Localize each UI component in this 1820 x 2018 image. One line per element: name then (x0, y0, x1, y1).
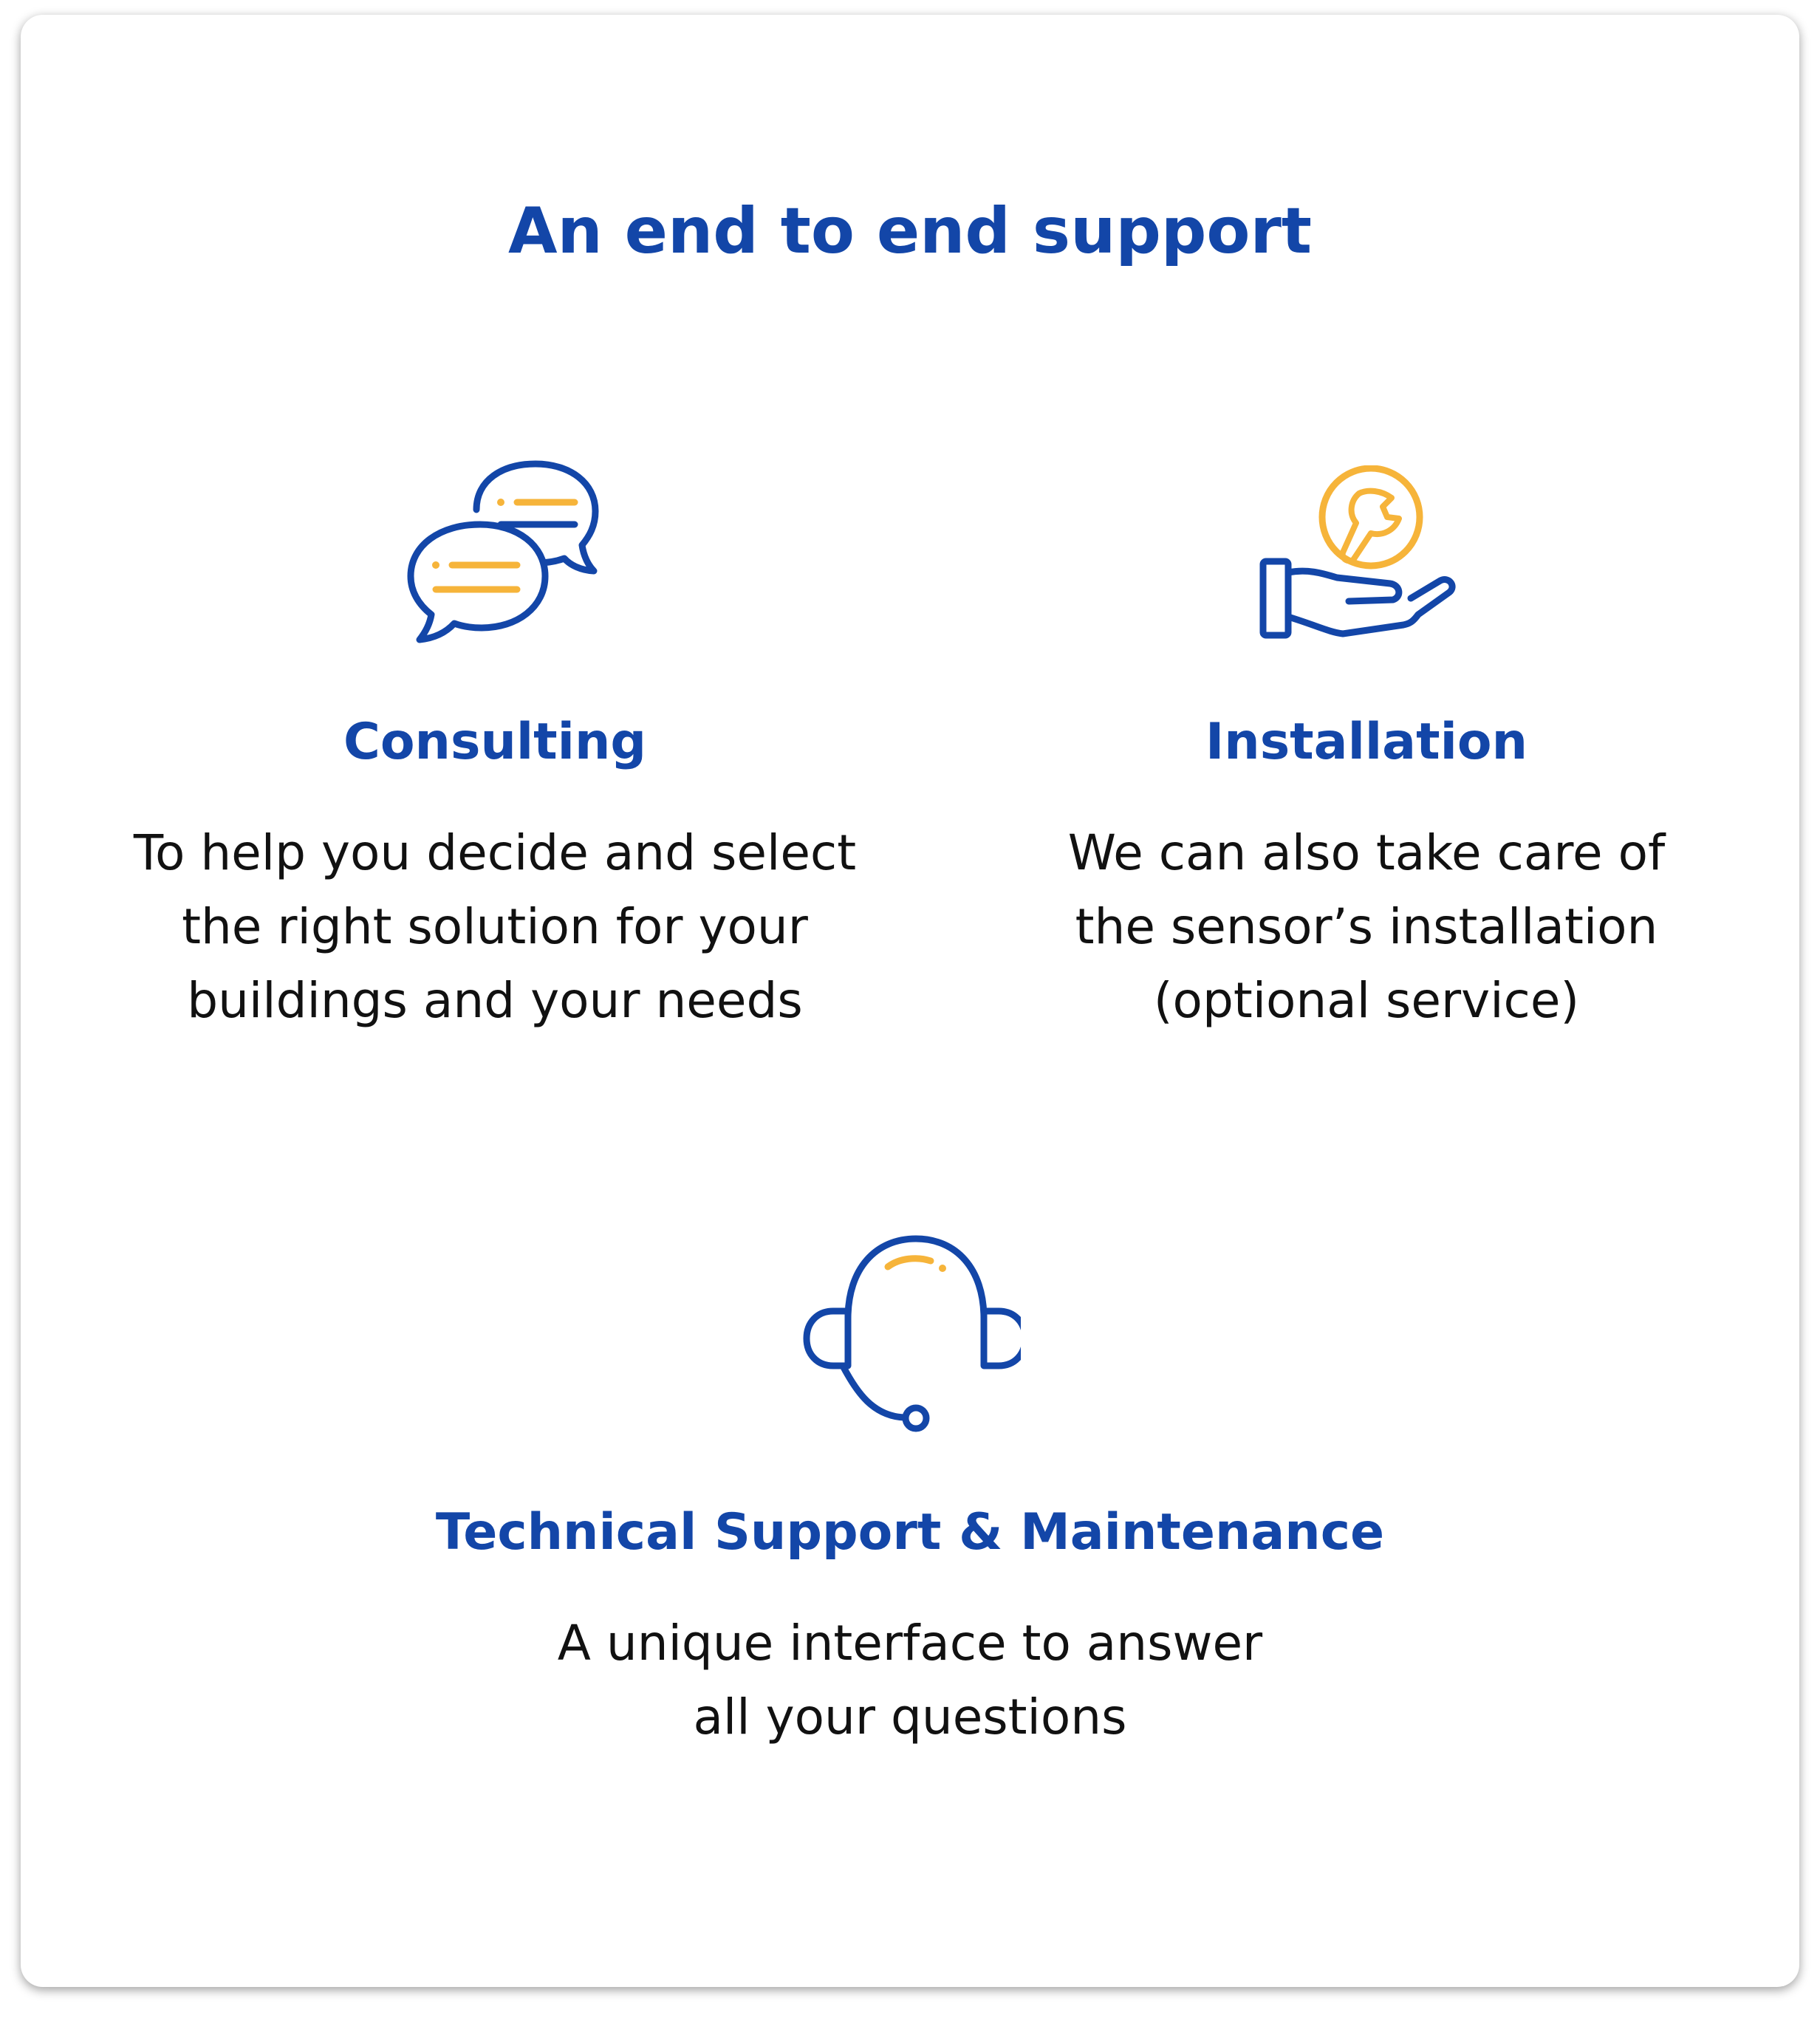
hand-wrench-icon (1256, 465, 1477, 657)
page-title: An end to end support (507, 194, 1313, 268)
feature-heading: Installation (1205, 713, 1528, 771)
description-line: To help you decide and select (133, 824, 857, 881)
feature-description (245, 1607, 1575, 1754)
description-line: all your questions (693, 1689, 1127, 1745)
description-line: (optional service) (1153, 972, 1580, 1029)
description-line: the sensor’s installation (1075, 898, 1658, 955)
feature-description (89, 816, 901, 1038)
feature-description (960, 816, 1773, 1038)
description-line: A unique interface to answer (557, 1615, 1263, 1672)
description-line: buildings and your needs (187, 972, 803, 1029)
headset-icon (799, 1230, 1021, 1444)
feature-technical-support (245, 1230, 1575, 1762)
feature-heading: Technical Support & Maintenance (435, 1503, 1385, 1562)
feature-installation (960, 458, 1773, 1049)
description-line: We can also take care of (1067, 824, 1666, 881)
chat-bubbles-icon (399, 458, 620, 650)
feature-consulting (89, 458, 901, 1049)
description-line: the right solution for your (182, 898, 808, 955)
feature-heading: Consulting (343, 713, 647, 771)
